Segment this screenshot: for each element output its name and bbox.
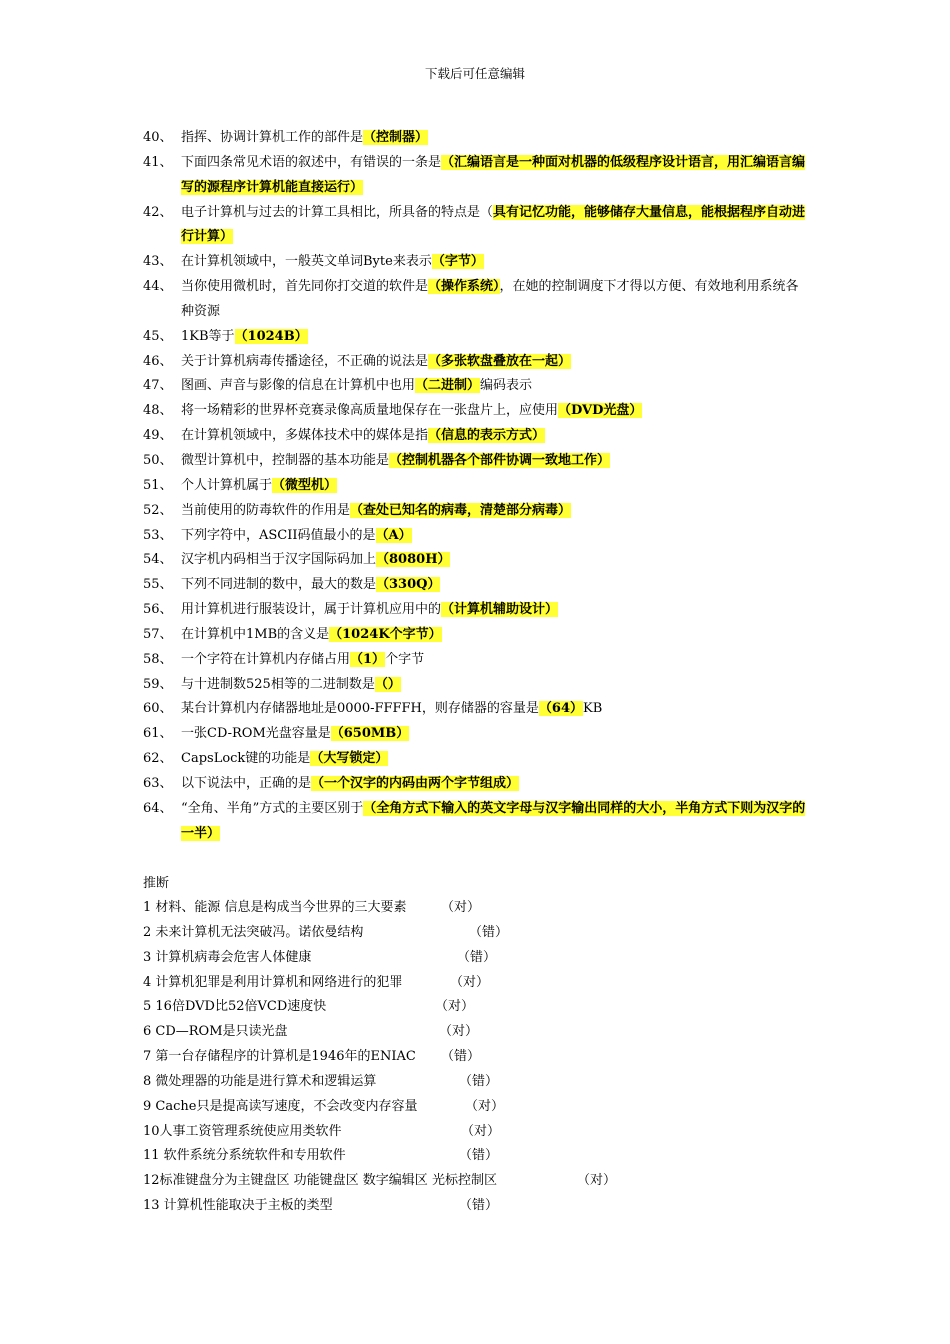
question-number: 40、 <box>143 130 173 145</box>
question-item <box>143 673 808 698</box>
question-number: 56、 <box>143 602 173 618</box>
question-segment: 下列字符中，ASCII码值最小的是 <box>181 527 376 543</box>
multiple-choice-list <box>143 126 808 846</box>
judgment-statement: 2 未来计算机无法突破冯。诺依曼结构 <box>143 924 364 940</box>
highlighted-answer: （1024B） <box>234 328 308 344</box>
question-item <box>143 399 808 424</box>
question-segment: 下面四条常见术语的叙述中，有错误的一条是 <box>181 154 442 170</box>
judgment-answer: （错） <box>459 1198 499 1214</box>
question-number: 51、 <box>143 477 173 493</box>
question-text <box>181 772 808 797</box>
highlighted-answer: （控制机器各个部件协调一致地工作） <box>389 452 611 468</box>
judgment-statement: 7 第一台存储程序的计算机是1946年的ENIAC <box>143 1049 416 1065</box>
judgment-answer: （对） <box>435 999 475 1015</box>
highlighted-answer: （1024K个字节） <box>329 626 442 642</box>
page-header: 下载后可任意编辑 <box>424 66 525 81</box>
highlighted-answer: （330Q） <box>376 577 441 593</box>
judgment-statement: 3 计算机病毒会危害人体健康 <box>143 949 312 965</box>
question-segment: 下列不同进制的数中，最大的数是 <box>181 577 377 593</box>
question-text <box>181 350 808 375</box>
judgment-item <box>143 896 843 921</box>
question-text <box>181 201 808 251</box>
highlighted-answer: （650MB） <box>330 726 410 742</box>
judgment-statement: 1 材料、能源 信息是构成当今世界的三大要素 <box>143 900 407 915</box>
judgment-statement: 10人事工资管理系统使应用类软件 <box>143 1123 342 1139</box>
highlighted-answer: （A） <box>375 527 412 543</box>
question-item <box>143 449 808 474</box>
question-segment: ，在她的控制调度下才得以方便、有效地利用系统各种资源 <box>181 279 799 319</box>
judgment-answer: （对） <box>577 1173 617 1189</box>
judgment-item <box>143 971 843 996</box>
question-item <box>143 747 808 772</box>
highlighted-answer: （DVD光盘） <box>558 403 643 419</box>
question-text <box>181 548 808 573</box>
judgment-statement: 13 计算机性能取决于主板的类型 <box>143 1198 333 1214</box>
judgment-list <box>143 896 843 1219</box>
question-text <box>181 449 808 474</box>
question-number: 45、 <box>143 328 173 344</box>
judgment-statement: 9 Cache只是提高读写速度，不会改变内存容量 <box>143 1098 418 1114</box>
question-segment: 在计算机领域中，多媒体技术中的媒体是指 <box>181 428 429 444</box>
highlighted-answer: （全角方式下输入的英文字母与汉字输出同样的大小，半角方式下则为汉字的一半） <box>181 800 806 841</box>
question-segment: 关于计算机病毒传播途径，不正确的说法是 <box>181 353 429 369</box>
question-segment: 一张CD-ROM光盘容量是 <box>181 726 331 742</box>
judgment-item <box>143 1020 843 1045</box>
section-title-judgment: 推断 <box>143 876 170 891</box>
question-segment: 用计算机进行服装设计，属于计算机应用中的 <box>181 602 442 618</box>
judgment-answer: （错） <box>441 1049 481 1065</box>
question-item <box>143 772 808 797</box>
question-segment: “全角、半角”方式的主要区别于 <box>181 800 364 816</box>
question-segment: 以下说法中，正确的是 <box>181 775 312 791</box>
question-segment: 电子计算机与过去的计算工具相比，所具备的特点是（ <box>181 204 494 220</box>
question-segment: 个人计算机属于 <box>181 477 273 493</box>
question-text <box>181 424 808 449</box>
question-number: 60、 <box>143 701 173 717</box>
question-segment: 1KB等于 <box>181 328 235 344</box>
judgment-answer: （错） <box>457 949 497 965</box>
question-number: 58、 <box>143 651 173 667</box>
question-item <box>143 524 808 549</box>
highlighted-answer: （查处已知名的病毒，清楚部分病毒） <box>350 502 572 518</box>
highlighted-answer: 具有记忆功能，能够储存大量信息，能根据程序自动进行计算） <box>181 204 806 245</box>
question-item <box>143 350 808 375</box>
question-text <box>181 648 808 673</box>
judgment-statement: 6 CD—ROM是只读光盘 <box>143 1024 288 1040</box>
judgment-item <box>143 946 843 971</box>
question-item <box>143 648 808 673</box>
question-item <box>143 697 808 722</box>
judgment-item <box>143 921 843 946</box>
question-segment: CapsLock键的功能是 <box>181 751 311 767</box>
question-text <box>181 623 808 648</box>
question-number: 54、 <box>143 552 173 568</box>
judgment-item <box>143 1070 843 1095</box>
question-item <box>143 499 808 524</box>
question-item <box>143 623 808 648</box>
judgment-item <box>143 995 843 1020</box>
judgment-statement: 12标准键盘分为主键盘区 功能键盘区 数字编辑区 光标控制区 <box>143 1173 497 1189</box>
question-text <box>181 722 808 747</box>
judgment-answer: （对） <box>465 1098 505 1114</box>
question-number: 42、 <box>143 204 173 220</box>
judgment-answer: （错） <box>459 1073 499 1089</box>
question-segment: 将一场精彩的世界杯竞赛录像高质量地保存在一张盘片上，应使用 <box>181 403 559 419</box>
question-text <box>181 126 808 151</box>
question-number: 48、 <box>143 403 173 419</box>
highlighted-answer: （1） <box>350 651 386 667</box>
highlighted-answer: （一个汉字的内码由两个字节组成） <box>311 775 520 791</box>
question-item <box>143 722 808 747</box>
highlighted-answer: （二进制） <box>415 378 481 394</box>
judgment-item <box>143 1120 843 1145</box>
question-number: 62、 <box>143 751 173 767</box>
highlighted-answer: （字节） <box>431 254 484 270</box>
question-number: 64、 <box>143 800 173 816</box>
highlighted-answer: （） <box>374 676 401 692</box>
question-item <box>143 374 808 399</box>
question-text <box>181 151 808 201</box>
highlighted-answer: （微型机） <box>272 477 338 493</box>
judgment-item <box>143 1144 843 1169</box>
judgment-item <box>143 1194 843 1219</box>
judgment-answer: （对） <box>461 1123 501 1139</box>
judgment-answer: （对） <box>441 900 481 915</box>
question-item <box>143 474 808 499</box>
question-number: 53、 <box>143 527 173 543</box>
question-number: 63、 <box>143 775 173 791</box>
question-text <box>181 325 808 350</box>
highlighted-answer: （8080H） <box>376 552 451 568</box>
question-text <box>181 524 808 549</box>
question-number: 52、 <box>143 502 173 518</box>
question-text <box>181 374 808 399</box>
judgment-item <box>143 1169 843 1194</box>
question-text <box>181 499 808 524</box>
judgment-answer: （错） <box>459 1148 499 1164</box>
question-item <box>143 573 808 598</box>
question-segment: KB <box>583 701 603 717</box>
question-item <box>143 598 808 623</box>
question-segment: 汉字机内码相当于汉字国际码加上 <box>181 552 377 568</box>
question-segment: 微型计算机中，控制器的基本功能是 <box>181 452 390 468</box>
question-number: 50、 <box>143 452 173 468</box>
question-number: 43、 <box>143 254 173 270</box>
question-number: 59、 <box>143 676 173 692</box>
judgment-item <box>143 1095 843 1120</box>
highlighted-answer: （汇编语言是一种面对机器的低级程序设计语言，用汇编语言编写的源程序计算机能直接运行） <box>181 154 806 195</box>
highlighted-answer: （计算机辅助设计） <box>441 602 559 618</box>
highlighted-answer: （操作系统） <box>428 279 500 295</box>
judgment-answer: （对） <box>439 1024 479 1040</box>
question-number: 49、 <box>143 428 173 444</box>
question-item <box>143 275 808 325</box>
question-text <box>181 673 808 698</box>
judgment-statement: 8 微处理器的功能是进行算术和逻辑运算 <box>143 1073 377 1089</box>
question-text <box>181 250 808 275</box>
question-text <box>181 747 808 772</box>
question-segment: 当你使用微机时，首先同你打交道的软件是 <box>181 279 429 295</box>
highlighted-answer: （64） <box>538 701 583 717</box>
question-segment: 个字节 <box>385 651 425 667</box>
question-item <box>143 325 808 350</box>
question-text <box>181 697 808 722</box>
highlighted-answer: （控制器） <box>363 130 429 145</box>
question-number: 57、 <box>143 626 173 642</box>
question-segment: 当前使用的防毒软件的作用是 <box>181 502 351 518</box>
question-segment: 一个字符在计算机内存储占用 <box>181 651 351 667</box>
highlighted-answer: （多张软盘叠放在一起） <box>428 353 572 369</box>
judgment-statement: 11 软件系统分系统软件和专用软件 <box>143 1148 346 1164</box>
question-segment: 某台计算机内存储器地址是0000-FFFFH，则存储器的容量是 <box>181 701 539 717</box>
judgment-statement: 5 16倍DVD比52倍VCD速度快 <box>143 999 327 1015</box>
highlighted-answer: （大写锁定） <box>310 751 389 767</box>
question-number: 61、 <box>143 726 173 742</box>
question-item <box>143 548 808 573</box>
judgment-statement: 4 计算机犯罪是利用计算机和网络进行的犯罪 <box>143 974 403 990</box>
question-text <box>181 474 808 499</box>
judgment-answer: （对） <box>450 974 490 990</box>
question-segment: 指挥、协调计算机工作的部件是 <box>181 130 364 145</box>
question-segment: 编码表示 <box>480 378 533 394</box>
question-number: 46、 <box>143 353 173 369</box>
question-text <box>181 573 808 598</box>
question-number: 55、 <box>143 577 173 593</box>
judgment-item <box>143 1045 843 1070</box>
question-text <box>181 797 808 847</box>
question-text <box>181 399 808 424</box>
question-text <box>181 275 808 325</box>
question-item <box>143 151 808 201</box>
question-item <box>143 201 808 251</box>
question-number: 44、 <box>143 279 173 295</box>
question-item <box>143 126 808 151</box>
question-item <box>143 797 808 847</box>
judgment-answer: （错） <box>469 924 509 940</box>
question-number: 41、 <box>143 154 173 170</box>
question-number: 47、 <box>143 378 173 394</box>
question-segment: 与十进制数525相等的二进制数是 <box>181 676 375 692</box>
question-segment: 图画、声音与影像的信息在计算机中也用 <box>181 378 416 394</box>
question-item <box>143 250 808 275</box>
question-item <box>143 424 808 449</box>
highlighted-answer: （信息的表示方式） <box>428 428 546 444</box>
question-segment: 在计算机中1MB的含义是 <box>181 626 330 642</box>
question-text <box>181 598 808 623</box>
question-segment: 在计算机领域中，一般英文单词Byte来表示 <box>181 254 432 270</box>
